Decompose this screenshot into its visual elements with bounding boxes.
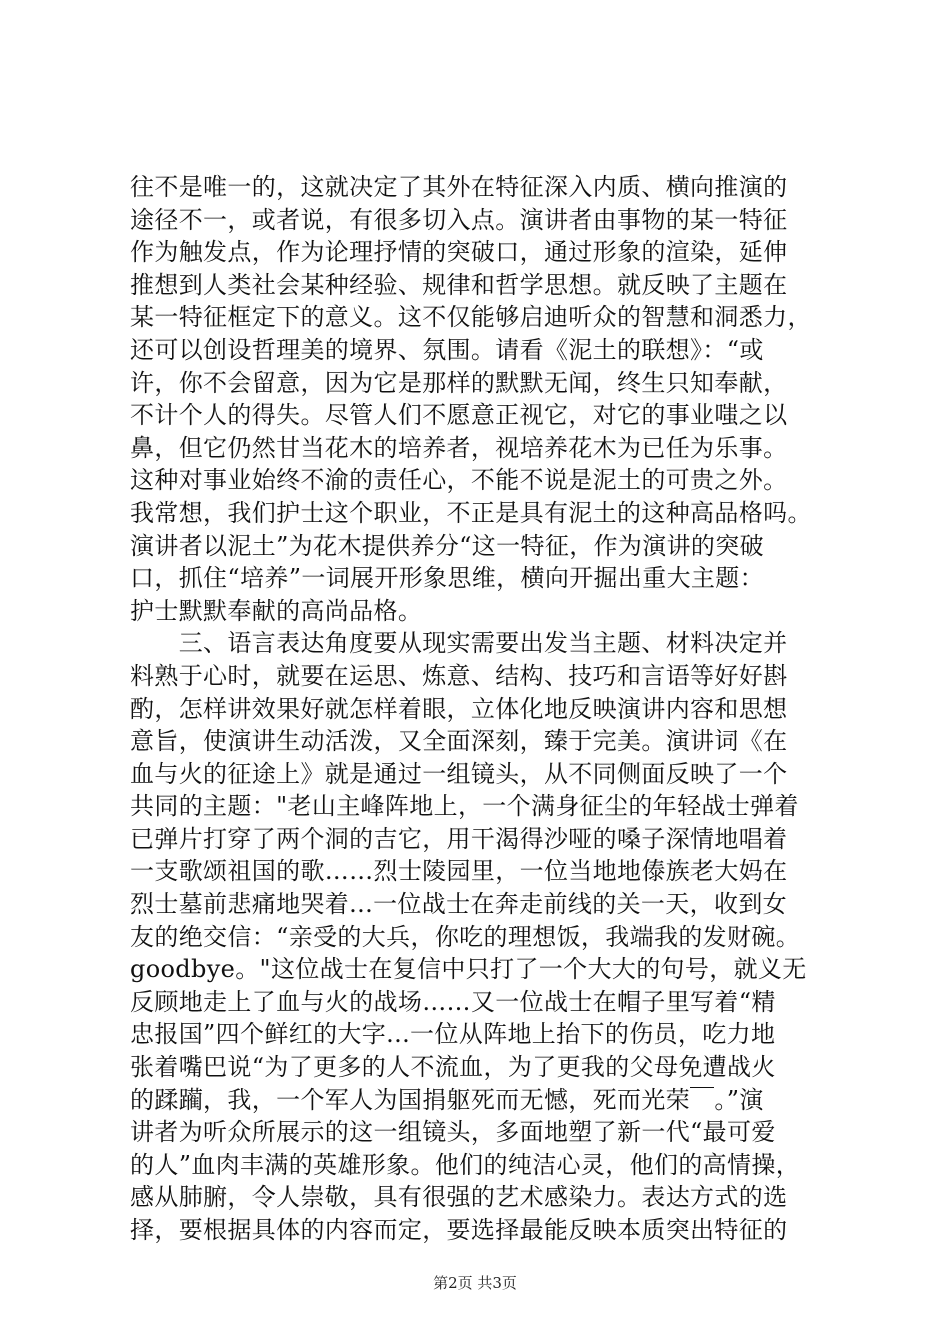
text-line: 这种对事业始终不渝的责任心，不能不说是泥土的可贵之外。 <box>130 466 788 495</box>
text-line: 不计个人的得失。尽管人们不愿意正视它，对它的事业嗤之以 <box>130 401 788 430</box>
text-line: 酌，怎样讲效果好就怎样着眼，立体化地反映演讲内容和思想 <box>130 694 788 723</box>
text-line: 演讲者以泥土”为花木提供养分“这一特征，作为演讲的突破 <box>130 531 764 560</box>
text-line: 血与火的征途上》就是通过一组镜头，从不同侧面反映了一个 <box>130 759 788 788</box>
text-line: 护士默默奉献的高尚品格。 <box>130 596 423 625</box>
text-line: 鼻，但它仍然甘当花木的培养者，视培养花木为已任为乐事。 <box>130 433 788 462</box>
text-line: 三、语言表达角度要从现实需要出发当主题、材料决定并 <box>130 629 788 658</box>
text-line: 烈士墓前悲痛地哭着...一位战士在奔走前线的关一天，收到女 <box>130 890 788 919</box>
page-number-footer: 第2页 共3页 <box>433 1274 517 1292</box>
text-line: 我常想，我们护士这个职业，不正是具有泥土的这种高品格吗。 <box>130 498 812 527</box>
text-line: 反顾地走上了血与火的战场……又一位战士在帽子里写着“精 <box>130 987 776 1016</box>
text-line: 择，要根据具体的内容而定，要选择最能反映本质突出特征的 <box>130 1216 788 1244</box>
text-line: 已弹片打穿了两个洞的吉它，用干渴得沙哑的嗓子深情地唱着 <box>130 824 788 853</box>
text-line: 往不是唯一的，这就决定了其外在特征深入内质、横向推演的 <box>130 173 788 201</box>
text-line: 讲者为听众所展示的这一组镜头，多面地塑了新一代“最可爱 <box>130 1118 776 1147</box>
text-line: goodbye。"这位战士在复信中只打了一个大大的句号，就义无 <box>130 955 807 984</box>
text-line: 共同的主题："老山主峰阵地上，一个满身征尘的年轻战士弹着 <box>130 792 799 821</box>
text-line: 作为触发点，作为论理抒情的突破口，通过形象的渲染，延伸 <box>130 238 788 267</box>
text-line: 口，抓住“培养”一词展开形象思维，横向开掘出重大主题： <box>130 564 764 593</box>
text-line: 还可以创设哲理美的境界、氛围。请看《泥土的联想》：“或 <box>130 335 764 364</box>
text-line: 的蹂躏，我，一个军人为国捐躯死而无憾，死而光荣￣。”演 <box>130 1085 764 1114</box>
text-line: 途径不一，或者说，有很多切入点。演讲者由事物的某一特征 <box>130 205 788 234</box>
body-text <box>130 171 850 1247</box>
text-line: 意旨，使演讲生动活泼，又全面深刻，臻于完美。演讲词《在 <box>130 727 788 756</box>
text-line: 感从肺腑，令人崇敬，具有很强的艺术感染力。表达方式的选 <box>130 1183 788 1212</box>
text-line: 某一特征框定下的意义。这不仅能够启迪听众的智慧和洞悉力， <box>130 303 812 332</box>
text-line: 忠报国”四个鲜红的大字...一位从阵地上抬下的伤员，吃力地 <box>130 1020 776 1049</box>
text-line: 许，你不会留意，因为它是那样的默默无闻，终生只知奉献， <box>130 368 788 397</box>
text-line: 的人”血肉丰满的英雄形象。他们的纯洁心灵，他们的高情操， <box>130 1150 801 1179</box>
text-line: 料熟于心时，就要在运思、炼意、结构、技巧和言语等好好斟 <box>130 661 788 690</box>
text-line: 友的绝交信：“亲受的大兵，你吃的理想饭，我端我的发财碗。 <box>130 922 801 951</box>
text-line: 推想到人类社会某种经验、规律和哲学思想。就反映了主题在 <box>130 270 788 299</box>
text-line: 张着嘴巴说“为了更多的人不流血，为了更我的父母免遭战火 <box>130 1053 776 1082</box>
text-line: 一支歌颂祖国的歌……烈士陵园里，一位当地地傣族老大妈在 <box>130 857 788 886</box>
